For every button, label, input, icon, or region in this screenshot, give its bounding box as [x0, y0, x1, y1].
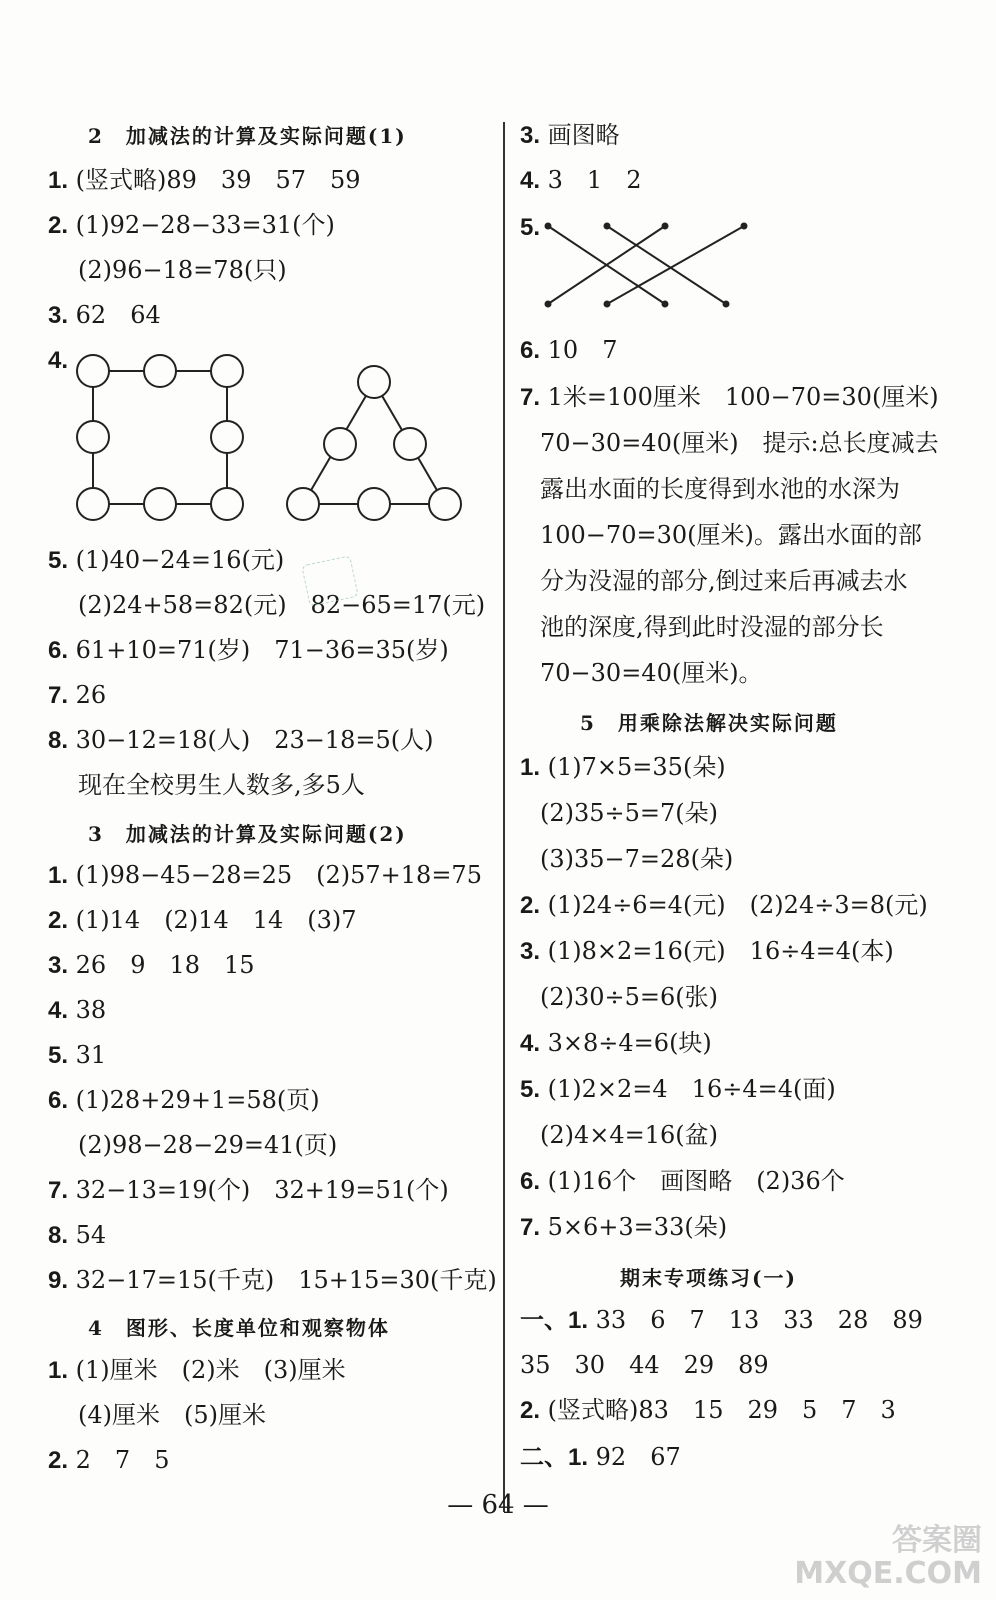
hint-line: 池的深度,得到此时没湿的部分长 — [540, 613, 884, 641]
answer-line: 8. 30−12=18(人) 23−18=5(人) — [48, 726, 434, 754]
answer-line: 二、1. 92 67 — [520, 1443, 681, 1471]
triangle-node — [394, 428, 426, 460]
answer-line: 6. (1)16个 画图略 (2)36个 — [520, 1167, 845, 1195]
answer-line: (2)24+58=82(元) 82−65=17(元) — [78, 591, 486, 619]
square-node — [77, 355, 109, 387]
answer-line: 5. (1)40−24=16(元) — [48, 546, 285, 574]
answer-line: 2. (1)14 (2)14 14 (3)7 — [48, 906, 357, 934]
answer-line: 3. 26 9 18 15 — [48, 951, 255, 979]
answer-line: 一、1. 33 6 7 13 33 28 89 — [520, 1306, 923, 1334]
answer-line: 3. (1)8×2=16(元) 16÷4=4(本) — [520, 937, 894, 965]
answer-line: 5. — [520, 214, 541, 241]
answer-line: 3. 62 64 — [48, 301, 161, 329]
answer-line: 现在全校男生人数多,多5人 — [78, 771, 365, 799]
hint-line: 分为没湿的部分,倒过来后再减去水 — [540, 567, 908, 595]
answer-line: 35 30 44 29 89 — [520, 1351, 769, 1379]
square-node — [77, 488, 109, 520]
triangle-node — [358, 488, 390, 520]
answer-line: (2)4×4=16(盆) — [540, 1121, 719, 1149]
triangle-node — [287, 488, 319, 520]
section-5-title: 5 用乘除法解决实际问题 — [580, 711, 838, 735]
answer-line: (2)30÷5=6(张) — [540, 983, 719, 1011]
answer-line: 2. (1)92−28−33=31(个) — [48, 211, 335, 239]
answer-line: (2)35÷5=7(朵) — [540, 799, 719, 827]
answer-line: 8. 54 — [48, 1221, 107, 1249]
square-node — [211, 421, 243, 453]
square-node — [144, 355, 176, 387]
answer-line: 7. 32−13=19(个) 32+19=51(个) — [48, 1176, 449, 1204]
answer-line: 9. 32−17=15(千克) 15+15=30(千克) — [48, 1266, 497, 1294]
answer-line: 6. 10 7 — [520, 336, 618, 364]
answer-line: 2. (竖式略)83 15 29 5 7 3 — [520, 1396, 896, 1424]
square-node — [211, 355, 243, 387]
answer-line: 7. 5×6+3=33(朵) — [520, 1213, 728, 1241]
hint-line: 100−70=30(厘米)。露出水面的部 — [540, 521, 922, 549]
hint-line: 70−30=40(厘米)。 — [540, 659, 763, 687]
section-2-title: 2 加减法的计算及实际问题(1) — [88, 124, 407, 148]
answer-line: 4. — [48, 347, 69, 374]
answer-line: 1. (1)98−45−28=25 (2)57+18=75 — [48, 861, 482, 889]
answer-line: 6. 61+10=71(岁) 71−36=35(岁) — [48, 636, 449, 664]
answer-line: (3)35−7=28(朵) — [540, 845, 734, 873]
answer-line: 7. 1米=100厘米 100−70=30(厘米) — [520, 383, 939, 411]
answer-line: 4. 3×8÷4=6(块) — [520, 1029, 712, 1057]
square-node — [144, 488, 176, 520]
square-node — [211, 488, 243, 520]
line-matching-figure — [540, 216, 770, 316]
answer-line: 1. (竖式略)89 39 57 59 — [48, 166, 361, 194]
answer-line: (2)96−18=78(只) — [78, 256, 287, 284]
answer-line: 3. 画图略 — [520, 121, 620, 149]
section-3-title: 3 加减法的计算及实际问题(2) — [88, 822, 407, 846]
hint-line: 70−30=40(厘米) 提示:总长度减去 — [540, 429, 939, 457]
answer-line: 1. (1)7×5=35(朵) — [520, 753, 726, 781]
answer-line: 5. 31 — [48, 1041, 107, 1069]
triangle-node — [358, 366, 390, 398]
answer-line: 5. (1)2×2=4 16÷4=4(面) — [520, 1075, 836, 1103]
answer-line: 4. 38 — [48, 996, 107, 1024]
number-shapes-figure — [68, 350, 488, 530]
triangle-node — [429, 488, 461, 520]
square-node — [77, 421, 109, 453]
final-practice-title: 期末专项练习(一) — [620, 1266, 797, 1290]
column-divider — [503, 122, 505, 1512]
answer-line: 6. (1)28+29+1=58(页) — [48, 1086, 320, 1114]
site-watermark: 答案圈 MXQE.COM — [794, 1523, 982, 1591]
hint-line: 露出水面的长度得到水池的水深为 — [540, 475, 900, 503]
triangle-node — [324, 428, 356, 460]
answer-line: (2)98−28−29=41(页) — [78, 1131, 338, 1159]
section-4-title: 4 图形、长度单位和观察物体 — [88, 1316, 390, 1340]
answer-line: 4. 3 1 2 — [520, 166, 642, 194]
answer-line: 7. 26 — [48, 681, 107, 709]
answer-line: 1. (1)厘米 (2)米 (3)厘米 — [48, 1356, 346, 1384]
answer-line: 2. 2 7 5 — [48, 1446, 170, 1474]
answer-line: 2. (1)24÷6=4(元) (2)24÷3=8(元) — [520, 891, 928, 919]
page-number: — 64 — — [447, 1490, 549, 1520]
answer-line: (4)厘米 (5)厘米 — [78, 1401, 266, 1429]
